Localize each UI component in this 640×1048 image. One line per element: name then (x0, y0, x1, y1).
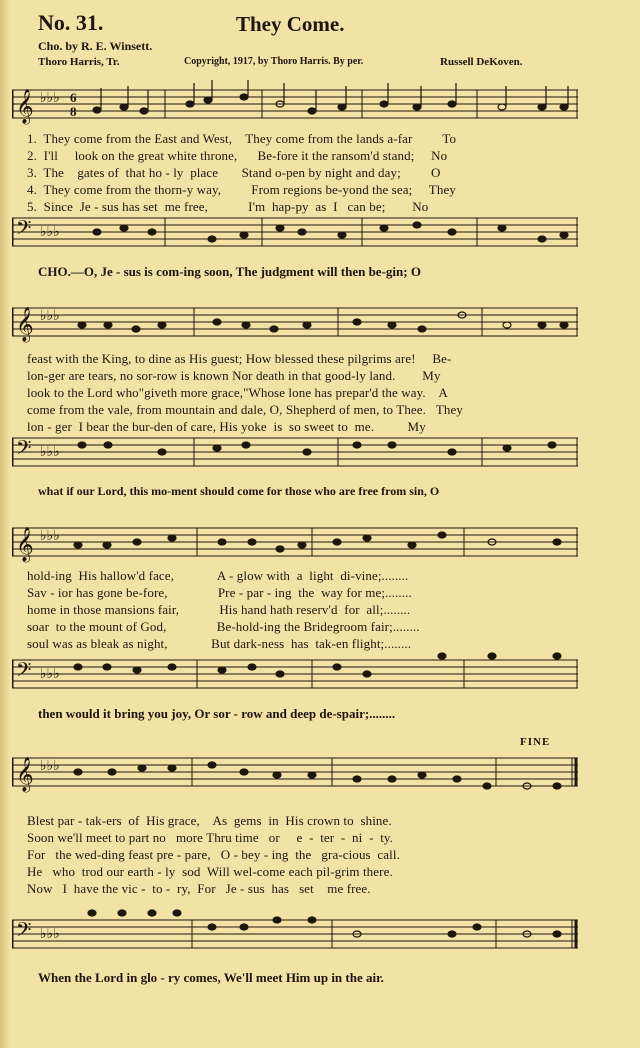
credit-right: Russell DeKoven. (440, 56, 523, 68)
verse-line: Soon we'll meet to part no more Thru time or e - ter - ni - ty. (27, 830, 394, 845)
verse-line: look to the Lord who"giveth more grace,"Whose lone has prepar'd the way. A (27, 385, 448, 400)
verse-line: home in those mansions fair, His hand hath reserv'd for all;........ (27, 602, 411, 617)
svg-text:𝄞: 𝄞 (16, 528, 34, 561)
verse-line: hold-ing His hallow'd face, A - glow with a light di-vine;........ (27, 568, 409, 583)
verse-line: 1. They come from the East and West, They come from the lands a-far To (27, 131, 457, 146)
verse-line: Sav - ior has gone be-fore, Pre - par - ing the way for me;........ (27, 585, 412, 600)
time-sig-top: 6 (70, 90, 77, 105)
verse-line: For the wed-ding feast pre - pare, O - bey - ing the gra-cious call. (27, 847, 400, 862)
bass-staff-4 (12, 900, 578, 960)
bass-lyric-4: When the Lord in glo - ry comes, We'll meet Him up in the air. (38, 970, 384, 985)
credit-center: Copyright, 1917, by Thoro Harris. By per. (184, 56, 364, 67)
svg-text:♭♭♭: ♭♭♭ (40, 309, 60, 324)
svg-text:♭♭♭: ♭♭♭ (40, 759, 60, 774)
verse-line: He who trod our earth - ly sod Will wel-come each pil-grim there. (27, 864, 393, 879)
bass-lyric-2: what if our Lord, this mo-ment should come for those who are free from sin, O (38, 484, 440, 498)
credit-left: Thoro Harris, Tr. (38, 56, 120, 68)
chorus-credit: Cho. by R. E. Winsett. (38, 39, 153, 53)
svg-text:𝄞: 𝄞 (16, 308, 34, 341)
verse-lines-3 (27, 567, 572, 652)
svg-text:𝄢: 𝄢 (16, 218, 32, 244)
bass-staff-2 (12, 428, 578, 478)
verse-line: feast with the King, to dine as His guest; How blessed these pilgrims are! Be- (27, 351, 452, 366)
time-sig-bottom: 8 (70, 104, 77, 119)
verse-lines-4 (27, 812, 572, 897)
verse-line: lon - ger I bear the bur-den of care, His yoke is so sweet to me. My (27, 419, 426, 434)
page-edge-shadow (0, 0, 10, 1048)
svg-text:𝄢: 𝄢 (16, 660, 32, 686)
verse-line: 2. I'll look on the great white throne, Be-fore it the ransom'd stand; No (27, 148, 448, 163)
svg-text:♭♭♭: ♭♭♭ (40, 445, 60, 460)
bass-staff-3 (12, 650, 578, 700)
verse-line: 4. They come from the thorn-y way, From regions be-yond the sea; They (27, 182, 456, 197)
verse-lines-1 (27, 130, 572, 215)
bass-lyric-1: CHO.—O, Je - sus is com-ing soon, The judgment will then be-gin; O (38, 264, 421, 279)
svg-text:𝄞: 𝄞 (16, 90, 34, 123)
svg-text:𝄢: 𝄢 (16, 920, 32, 946)
svg-text:♭♭♭: ♭♭♭ (40, 91, 60, 106)
bass-staff-1 (12, 208, 578, 258)
verse-line: lon-ger are tears, no sor-row is known Nor death in that good-ly land. My (27, 368, 441, 383)
svg-text:𝄢: 𝄢 (16, 438, 32, 464)
verse-line: 5. Since Je - sus has set me free, I'm hap-py as I can be; No (27, 199, 429, 214)
bass-lyric-3: then would it bring you joy, Or sor - row and deep de-spair;........ (38, 706, 396, 721)
verse-line: Blest par - tak-ers of His grace, As gems in His crown to shine. (27, 813, 392, 828)
svg-text:♭♭♭: ♭♭♭ (40, 667, 60, 682)
svg-text:♭♭♭: ♭♭♭ (40, 529, 60, 544)
treble-staff-2 (12, 298, 578, 348)
svg-text:♭♭♭: ♭♭♭ (40, 927, 60, 942)
verse-line: soar to the mount of God, Be-hold-ing the Bridegroom fair;........ (27, 619, 420, 634)
hymn-title: They Come. (236, 12, 345, 36)
treble-staff-4 (12, 748, 578, 803)
hymn-number: No. 31. (38, 10, 104, 35)
verse-line: Now I have the vic - to - ry, For Je - sus has set me free. (27, 881, 371, 896)
svg-text:𝄞: 𝄞 (16, 758, 34, 791)
verse-lines-2 (27, 350, 572, 435)
verse-line: come from the vale, from mountain and dale, O, Shepherd of men, to Thee. They (27, 402, 463, 417)
treble-staff-3 (12, 518, 578, 568)
verse-line: soul was as bleak as night, But dark-ness has tak-en flight;........ (27, 636, 412, 651)
credits-line (38, 56, 558, 70)
verse-line: 3. The gates of that ho - ly place Stand o-pen by night and day; O (27, 165, 441, 180)
fine-marking: FINE (520, 736, 551, 748)
svg-text:♭♭♭: ♭♭♭ (40, 225, 60, 240)
